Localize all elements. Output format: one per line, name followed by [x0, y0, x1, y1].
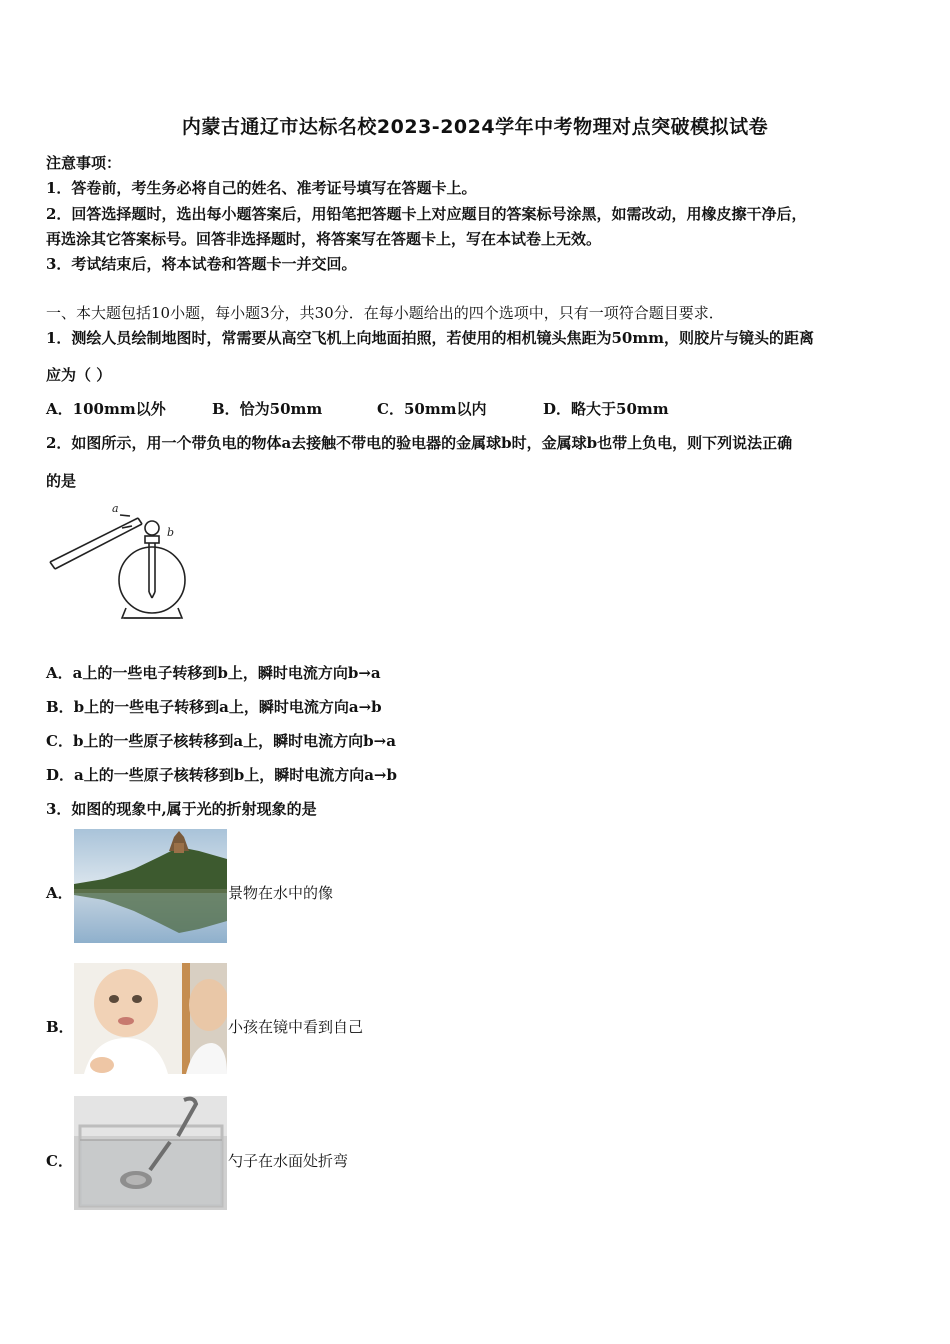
notice-heading: 注意事项： — [46, 154, 122, 172]
q2-stem-line2: 的是 — [46, 472, 77, 490]
q3-option-b-label: B． — [46, 1018, 74, 1036]
q3-stem: 3．如图的现象中,属于光的折射现象的是 — [46, 800, 317, 818]
q2-option-c: C．b上的一些原子核转移到a上，瞬时电流方向b→a — [46, 732, 396, 750]
q3-option-a-label: A． — [46, 884, 73, 902]
notice-item-1: 1．答卷前，考生务必将自己的姓名、准考证号填写在答题卡上。 — [46, 179, 477, 197]
notice-item-3: 3．考试结束后，将本试卷和答题卡一并交回。 — [46, 255, 357, 273]
q2-stem-line1: 2．如图所示，用一个带负电的物体a去接触不带电的验电器的金属球b时，金属球b也带上负电，则下列说法正确 — [46, 434, 793, 452]
q1-option-d: D．略大于50mm — [543, 400, 669, 418]
q3-option-b-text: 小孩在镜中看到自己 — [228, 1018, 364, 1036]
q1-option-b: B．恰为50mm — [212, 400, 323, 418]
electroscope-figure — [46, 500, 191, 625]
notice-item-2-cont: 再选涂其它答案标号。回答非选择题时，将答案写在答题卡上，写在本试卷上无效。 — [46, 230, 602, 248]
q3-option-c-text: 勺子在水面处折弯 — [228, 1152, 349, 1170]
q1-stem-line1: 1．测绘人员绘制地图时，常需要从高空飞机上向地面拍照，若使用的相机镜头焦距为50mm，则胶片与镜头的距离 — [46, 329, 815, 347]
section-1-heading: 一、本大题包括10小题，每小题3分，共30分．在每小题给出的四个选项中，只有一项符合题目要求． — [46, 304, 724, 322]
q1-stem-line2: 应为（ ） — [46, 366, 112, 384]
figure-label-b: b — [167, 526, 175, 539]
q2-option-b: B．b上的一些电子转移到a上，瞬时电流方向a→b — [46, 698, 382, 716]
q1-option-c: C．50mm以内 — [377, 400, 487, 418]
figure-label-a: a — [112, 502, 119, 515]
child-mirror-photo — [74, 963, 227, 1074]
notice-item-2: 2．回答选择题时，选出每小题答案后，用铅笔把答题卡上对应题目的答案标号涂黑，如需改动，用橡皮擦干净后， — [46, 205, 807, 223]
spoon-in-glass-photo — [74, 1096, 227, 1210]
q2-option-a: A．a上的一些电子转移到b上，瞬时电流方向b→a — [46, 664, 381, 682]
q3-option-c-label: C． — [46, 1152, 73, 1170]
page-title: 内蒙古通辽市达标名校2023-2024学年中考物理对点突破模拟试卷 — [181, 116, 769, 138]
q1-option-a: A．100mm以外 — [46, 400, 166, 418]
lake-reflection-photo — [74, 829, 227, 943]
q2-option-d: D．a上的一些原子核转移到b上，瞬时电流方向a→b — [46, 766, 397, 784]
q3-option-a-text: 景物在水中的像 — [228, 884, 334, 902]
